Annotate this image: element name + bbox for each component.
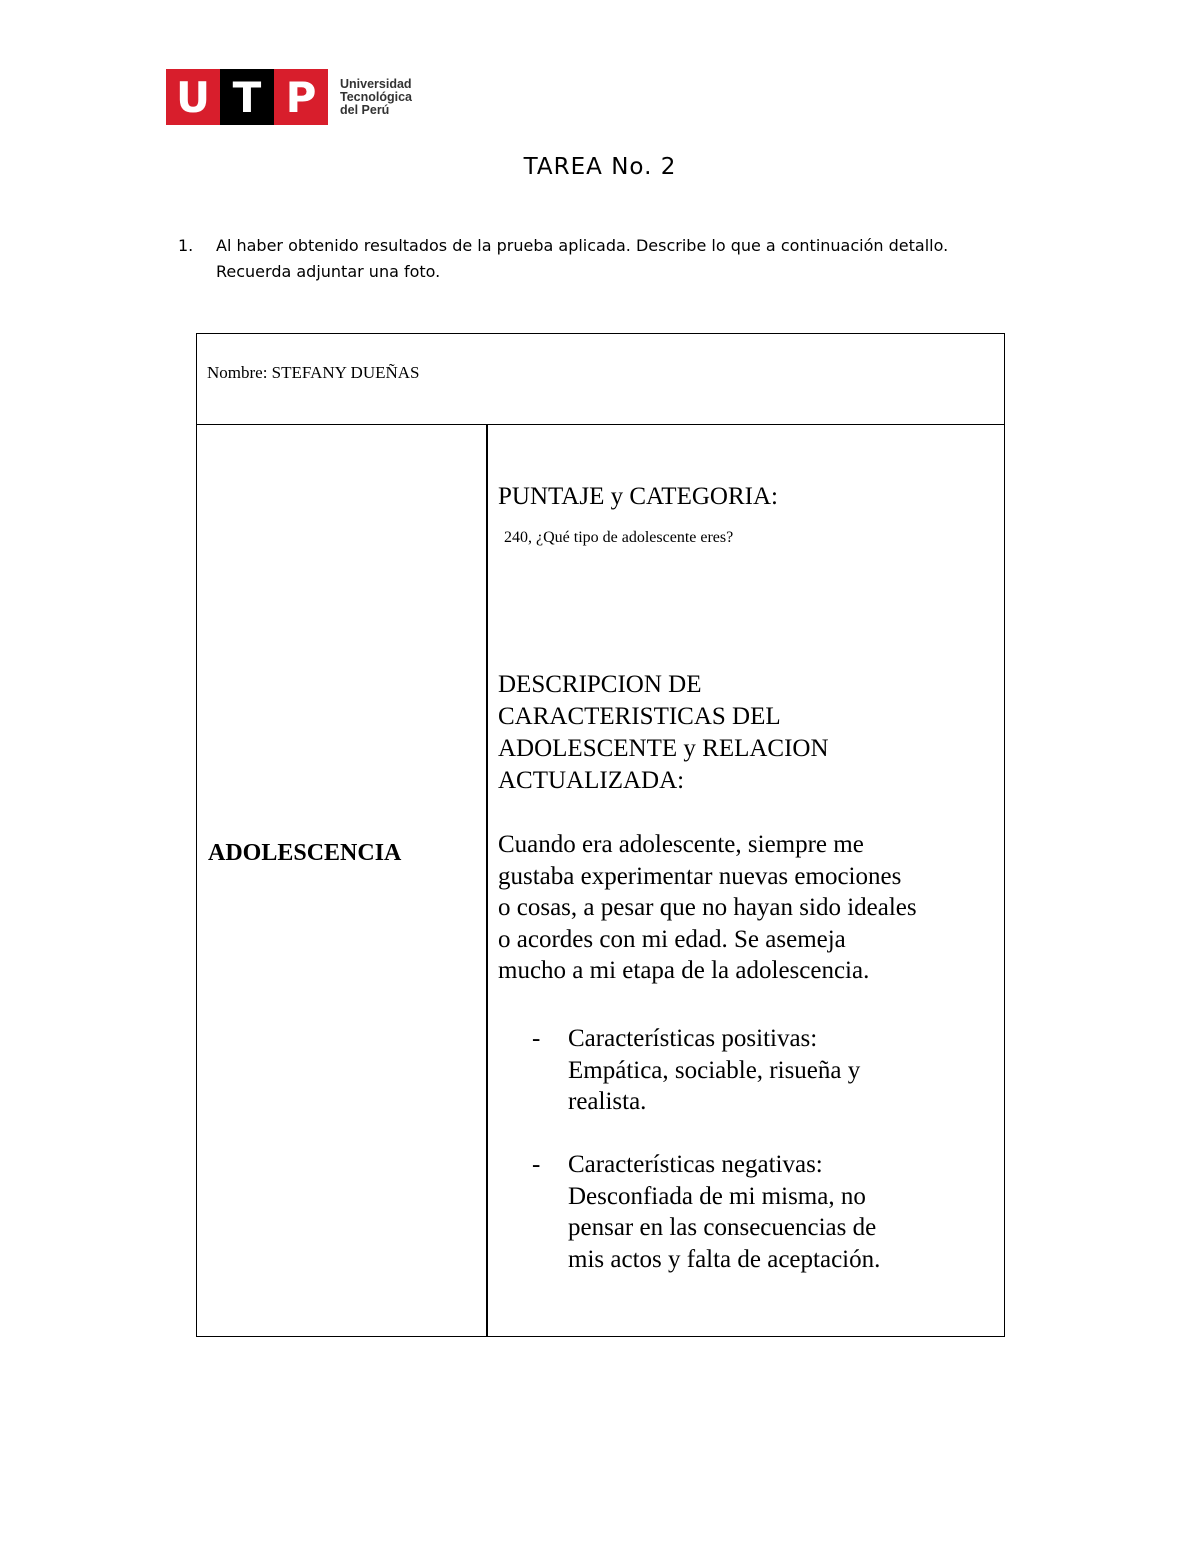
student-name: Nombre: STEFANY DUEÑAS <box>207 363 420 382</box>
bullet-dash: - <box>532 1025 541 1052</box>
instruction-item <box>178 233 998 285</box>
list-item <box>498 1149 998 1275</box>
negative-characteristics: Características negativas: Desconfiada de mi misma, no pensar en las consecuencias de mis actos y falta de aceptación. <box>568 1151 881 1273</box>
logo-letter-u: U <box>166 69 220 125</box>
column-divider <box>486 425 488 1337</box>
stage-label: ADOLESCENCIA <box>208 840 402 866</box>
score-value: 240, ¿Qué tipo de adolescente eres? <box>504 529 734 546</box>
instruction-line-2: Recuerda adjuntar una foto. <box>216 262 441 281</box>
instruction-text <box>216 233 998 285</box>
utp-logo <box>166 69 412 125</box>
instruction-line-1: Al haber obtenido resultados de la prueba aplicada. Describe lo que a continuación detallo. <box>216 236 949 255</box>
logo-line-3: del Perú <box>340 102 390 117</box>
name-row <box>197 334 1004 425</box>
logo-line-1: Universidad <box>340 76 412 91</box>
description-body: Cuando era adolescente, siempre me gustaba experimentar nuevas emociones o cosas, a pesar que no hayan sido ideales o acordes con mi edad. Se asemeja mucho a mi etapa de la adolescencia. <box>498 831 917 984</box>
page-title: TAREA No. 2 <box>523 154 677 180</box>
instruction-number: 1. <box>178 236 194 255</box>
description-heading: DESCRIPCION DE CARACTERISTICAS DEL ADOLESCENTE y RELACION ACTUALIZADA: <box>498 671 829 794</box>
logo-letter-t: T <box>220 69 274 125</box>
positive-characteristics: Características positivas: Empática, sociable, risueña y realista. <box>568 1025 861 1115</box>
logo-wordmark <box>340 78 412 117</box>
logo-line-2: Tecnológica <box>340 89 413 104</box>
list-item <box>498 1023 998 1118</box>
score-heading: PUNTAJE y CATEGORIA: <box>498 483 778 510</box>
bullet-dash: - <box>532 1151 541 1178</box>
logo-letter-p: P <box>274 69 328 125</box>
assignment-table <box>196 333 1005 1337</box>
characteristics-list <box>498 1023 998 1275</box>
